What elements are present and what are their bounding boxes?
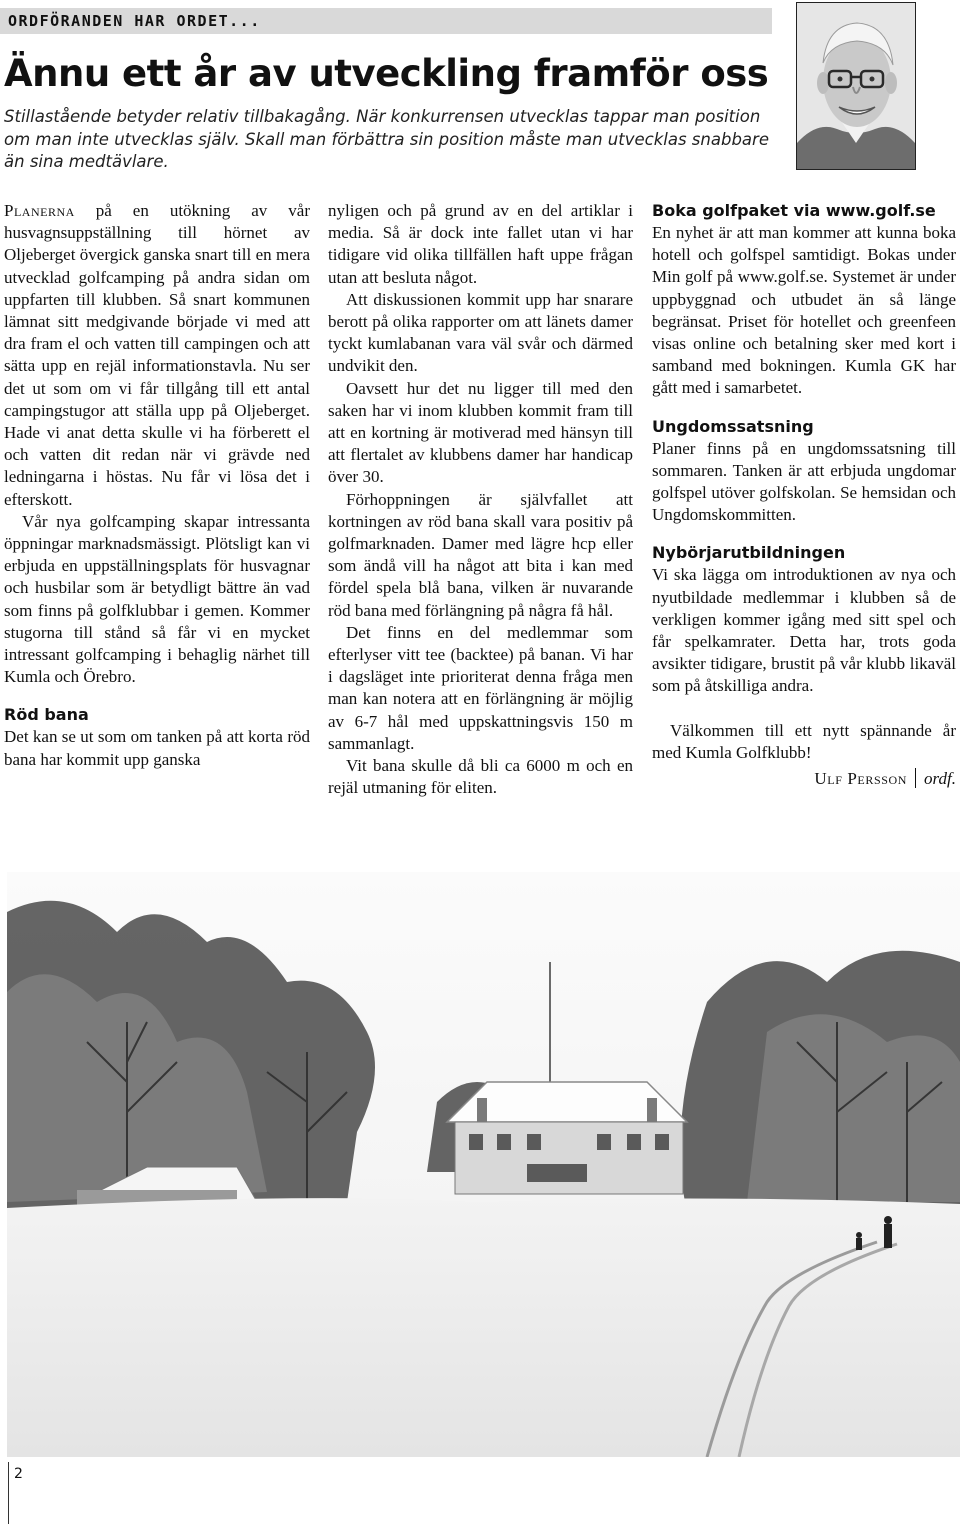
paragraph-white-course: Vit bana skulle då bli ca 6000 m och en rejäl utmaning för eliten. (328, 756, 633, 798)
subheading-beginners: Nybörjarutbildningen (652, 543, 846, 563)
paragraph-youth: Planer finns på en ungdomssatsning till sommaren. Tanken är att erbjuda ungdomar golfspel utöver golfskolan. Se hemsidan och Ungdomskommitten. (652, 438, 956, 525)
paragraph-welcome: Välkommen till ett nytt spännande år med Kumla Golfklubb! (652, 720, 956, 762)
winter-clubhouse-photo (7, 872, 960, 1457)
paragraph-hope: Förhoppningen är självfallet att kortningen av röd bana skall vara positiv på golfmarknaden. Damer med lägre hcp eller som ändå vill ha något att bita i kan med fördel spela blå bana, vilken är nuvarande röd bana med förlängning på några få hål. (328, 489, 633, 620)
paragraph-golf-package: En nyhet är att man kommer att kunna boka hotell och golfspel samtidigt. Bokas under Min golf på www.golf.se. Systemet är under uppbyggnad och utbudet än så länge begränsat. Priset för hotellet och greenfeen visas online och betalning sker med kort i samband med bokningen. Kumla GK har gått med i samarbetet. (652, 223, 956, 398)
page-footer-rule (8, 1462, 9, 1524)
paragraph-1-text: på en utökning av vår husvagnsuppställning till hörnet av Oljeberget övergick ganska snart till en mera utvecklad golfcamping på andra sidan om uppfarten till klubben. Så snart kommunen lämnat sitt medgivande började vi med att dra fram el och vatten till campingen och att sätta upp en rejäl informationstavla. Nu ser det ut som om vi får tillgång till ett antal campingstugor att ställa upp på Oljeberget. Hade vi anat detta skulle vi ha förberett el och vatten dit redan när vi grävde ned ledningarna i höstas. Nu får vi lösa det i efterskott. (4, 201, 310, 509)
page-number: 2 (14, 1466, 23, 1482)
signature-divider (915, 768, 916, 788)
paragraph-beginners: Vi ska lägga om introduktionen av nya och nyutbildade medlemmar i klubben så de verkligen kommer igång med sitt spel och får spelkamrater. Detta har, trots goda avsikter tidigare, brustit på vår klubb likaväl som på åtskilliga andra. (652, 565, 956, 696)
section-header-bar (0, 8, 772, 34)
subheading-youth: Ungdomssatsning (652, 416, 814, 436)
article-column-1 (4, 200, 310, 771)
snow-landscape-illustration (7, 872, 960, 1457)
paragraph-regardless: Oavsett hur det nu ligger till med den saken har vi inom klubben kommit fram till att en kortning är motiverad med hänsyn till att flertalet av klubbens damer har handicap över 30. (328, 378, 633, 487)
paragraph-2: Vår nya golfcamping skapar intressanta öppningar marknadsmässigt. Plötsligt kan vi erbjuda en uppställningsplats för husvagnar och husbilar som är betydligt bättre än vad som finns på golfklubbar i gemen. Kommer stugorna till stånd så får vi en mycket intressant golfcamping i behaglig närhet till Kumla och Örebro. (4, 511, 310, 687)
subheading-golf-package: Boka golfpaket via www.golf.se (652, 201, 936, 220)
paragraph-continued: nyligen och på grund av en del artiklar i media. Så är dock inte fallet utan vi har tidigare vid olika tillfällen haft uppe frågan utan att besluta något. (328, 201, 633, 287)
section-label: ORDFÖRANDEN HAR ORDET... (8, 12, 261, 30)
signature-name: Ulf Persson (814, 769, 908, 789)
signature (652, 768, 956, 790)
paragraph-white-tee: Det finns en del medlemmar som efterlyser vitt tee (backtee) på banan. Vi har i dagsläget inte prioriterat denna fråga men man kan notera att en förlängning är möjlig av 6-7 hål med uppskattningsvis 150 m sammanlagt. (328, 622, 633, 753)
lead-word: Planerna (4, 201, 75, 220)
paragraph-1 (4, 200, 310, 511)
article-ingress: Stillastående betyder relativ tillbakagång. När konkurrensen utvecklas tappar man position om man inte utvecklas själv. Skall man förbättra sin position måste man utvecklas snabbare än sina medtävlare. (4, 107, 769, 171)
paragraph-discussion: Att diskussionen kommit upp har snarare berott på olika rapporter om att länets damer tyckt kumlabanan vara väl svår och därmed undvikit den. (328, 289, 633, 376)
author-portrait (796, 2, 916, 170)
portrait-illustration (797, 3, 915, 169)
paragraph-3: Det kan se ut som om tanken på att korta röd bana har kommit upp ganska (4, 727, 310, 769)
article-title: Ännu ett år av utveckling framför oss (4, 52, 769, 95)
subheading-rod-bana: Röd bana (4, 705, 89, 725)
signature-role: ordf. (924, 769, 956, 789)
article-column-3 (652, 200, 956, 790)
article-column-2 (328, 200, 633, 799)
